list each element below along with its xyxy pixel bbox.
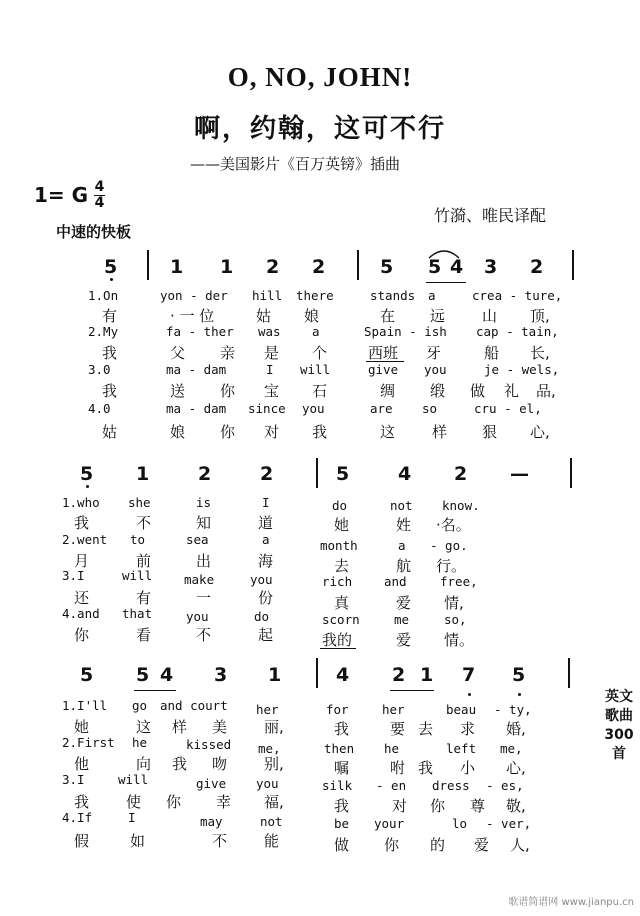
lyric-cn: 远: [430, 307, 446, 325]
lyric-word: 4.and: [62, 606, 100, 621]
lyric-cn: 前: [136, 552, 152, 570]
lyric-word: sea: [186, 532, 209, 547]
beam-underline: [134, 690, 176, 691]
lyric-cn: 你: [220, 423, 236, 441]
lyric-word: 1.I'll: [62, 698, 108, 713]
lyric-word: I: [128, 810, 136, 825]
lyric-word: a: [398, 538, 406, 553]
lyric-word: that: [122, 606, 153, 621]
note: 5: [512, 664, 526, 686]
lyric-cn: 不: [136, 514, 152, 532]
lyric-word: give: [368, 362, 399, 377]
note: 5: [80, 664, 94, 686]
lyric-word: 3.0: [88, 362, 111, 377]
lyric-cn: 娘: [170, 423, 186, 441]
lyric-word: me,: [500, 741, 523, 756]
beam-underline: [426, 282, 466, 283]
lyric-word: ma - dam: [166, 362, 227, 377]
lyric-cn: 嘱: [334, 759, 350, 777]
note: 5: [104, 256, 118, 278]
lyric-word: - ver,: [486, 816, 532, 831]
lyric-word: - ty,: [494, 702, 532, 717]
lyric-cn: 福,: [264, 793, 284, 811]
lyric-word: for: [326, 702, 349, 717]
lyric-cn: 样: [432, 423, 448, 441]
lyric-cn: 我: [418, 759, 434, 777]
note: 2: [530, 256, 544, 278]
lyric-word: her: [256, 702, 279, 717]
lyric-cn: 在: [380, 307, 396, 325]
lyric-cn: 你: [220, 382, 236, 400]
note: 4: [450, 256, 464, 278]
note: 3: [214, 664, 228, 686]
lyric-word: stands: [370, 288, 416, 303]
slur: [428, 247, 460, 259]
lyric-cn: 我: [102, 344, 118, 362]
lyric-cn: 姑: [102, 423, 118, 441]
lyric-word: so: [422, 401, 438, 416]
lyric-cn: 品,: [536, 382, 556, 400]
lyric-word: will: [118, 772, 149, 787]
lyric-cn: 情。: [444, 631, 475, 649]
watermark: 歌谱简谱网 www.jianpu.cn: [508, 897, 634, 908]
lyric-cn: 做: [334, 836, 350, 854]
tempo-marking: 中速的快板: [56, 223, 132, 241]
lyric-cn: 姑: [256, 307, 272, 325]
lyric-word: know.: [442, 498, 480, 513]
lyric-word: rich: [322, 574, 353, 589]
lyric-word: dress: [432, 778, 470, 793]
lyric-word: hill: [252, 288, 283, 303]
lyric-cn: 你: [384, 836, 400, 854]
lyric-cn: 我: [74, 514, 90, 532]
lyric-cn: 做: [470, 382, 486, 400]
film-note: ——美国影片《百万英镑》插曲: [190, 155, 401, 173]
time-signature-bottom: 4: [94, 195, 105, 211]
lyric-cn: 她: [74, 718, 90, 736]
lyric-cn: 使: [126, 793, 142, 811]
song-title-chinese: 啊，约翰，这可不行: [193, 114, 446, 144]
beam-underline: [390, 690, 434, 691]
lyric-word: you: [250, 572, 273, 587]
lyric-word: go: [132, 698, 148, 713]
lyric-cn: 丽,: [264, 718, 284, 736]
barline: [316, 458, 318, 488]
note: 5: [428, 256, 442, 278]
lyric-cn: 个: [312, 344, 328, 362]
lyric-word: a: [428, 288, 436, 303]
lyric-word: so,: [444, 612, 467, 627]
lyric-word: you: [302, 401, 325, 416]
lyric-cn: 这: [380, 423, 396, 441]
barline: [147, 250, 149, 280]
note: 2: [198, 463, 212, 485]
lyric-word: lo: [452, 816, 468, 831]
lyric-word: I: [266, 362, 274, 377]
lyric-word: Spain - ish: [364, 324, 447, 339]
lyric-cn: 美: [212, 718, 228, 736]
lyric-cn: 西班: [368, 344, 399, 362]
lyric-word: beau: [446, 702, 477, 717]
lyric-word: 1.On: [88, 288, 119, 303]
lyric-cn: 亲: [220, 344, 236, 362]
lyric-cn: 船: [484, 344, 500, 362]
lyric-word: 2.First: [62, 735, 115, 750]
lyric-word: and court: [160, 698, 228, 713]
lyric-word: you: [186, 609, 209, 624]
lyric-word: 2.My: [88, 324, 119, 339]
lyric-cn: 行。: [436, 557, 467, 575]
lyric-cn: 出: [196, 552, 212, 570]
lyric-word: a: [262, 532, 270, 547]
lyric-cn: 对: [264, 423, 280, 441]
lyric-word: 4.If: [62, 810, 93, 825]
note: 5: [380, 256, 394, 278]
lyric-word: since: [248, 401, 286, 416]
lyric-word: je - wels,: [484, 362, 560, 377]
lyric-cn: 月: [74, 552, 90, 570]
note: 4: [160, 664, 174, 686]
lyric-word: 2.went: [62, 532, 108, 547]
lyric-cn: 的: [430, 836, 446, 854]
note: 1: [420, 664, 434, 686]
lyric-word: you: [424, 362, 447, 377]
barline: [570, 458, 572, 488]
time-signature-top: 4: [94, 179, 105, 195]
lyric-cn: 还: [74, 589, 90, 607]
lyric-word: are: [370, 401, 393, 416]
lyric-cn: 是: [264, 344, 280, 362]
note: 5: [136, 664, 150, 686]
lyric-cn: ·名。: [436, 516, 471, 534]
note: 5: [80, 463, 94, 485]
lyric-word: will: [122, 568, 153, 583]
lyric-cn: 看: [136, 626, 152, 644]
lyric-word: yon - der: [160, 288, 228, 303]
song-title: O, NO, JOHN!: [227, 62, 413, 92]
lyric-cn: 要: [390, 720, 406, 738]
lyric-cn: 我: [172, 755, 188, 773]
note: 3: [484, 256, 498, 278]
lyric-cn: 牙: [426, 344, 442, 362]
lyric-underline: [320, 648, 356, 649]
lyric-cn: 对: [392, 797, 408, 815]
translator-credit: 竹漪、唯民译配: [434, 206, 547, 225]
lyric-cn: 山: [482, 307, 498, 325]
lyric-word: do: [254, 609, 270, 624]
lyric-word: your: [374, 816, 405, 831]
lyric-cn: 海: [258, 552, 274, 570]
book-side-label: 英文歌曲300首: [604, 689, 634, 762]
lyric-cn: 如: [130, 832, 146, 850]
lyric-word: will: [300, 362, 331, 377]
lyric-word: is: [196, 495, 212, 510]
lyric-cn: 不: [196, 626, 212, 644]
lyric-word: then: [324, 741, 355, 756]
lyric-word: ma - dam: [166, 401, 227, 416]
lyric-cn: 缎: [430, 382, 446, 400]
note: 2: [454, 463, 468, 485]
lyric-cn: 我的: [322, 631, 353, 649]
lyric-word: me,: [258, 741, 281, 756]
barline: [568, 658, 570, 688]
lyric-cn: 去: [334, 557, 350, 575]
note: 2: [266, 256, 280, 278]
lyric-word: she: [128, 495, 151, 510]
lyric-cn: 幸: [216, 793, 232, 811]
lyric-cn: 你: [166, 793, 182, 811]
lyric-word: me: [394, 612, 410, 627]
note: 2: [312, 256, 326, 278]
lyric-cn: 咐: [390, 759, 406, 777]
barline: [316, 658, 318, 688]
lyric-cn: 婚,: [506, 720, 526, 738]
lyric-word: scorn: [322, 612, 360, 627]
lyric-word: 1.who: [62, 495, 100, 510]
lyric-word: fa - ther: [166, 324, 234, 339]
note: 4: [398, 463, 412, 485]
note: —: [510, 463, 529, 485]
lyric-cn: 我: [334, 720, 350, 738]
lyric-cn: 情,: [444, 594, 464, 612]
lyric-cn: 假: [74, 832, 90, 850]
lyric-word: 3.I: [62, 772, 85, 787]
lyric-word: her: [382, 702, 405, 717]
lyric-cn: 我: [102, 382, 118, 400]
lyric-word: I: [262, 495, 270, 510]
lyric-word: you: [256, 776, 279, 791]
octave-dot-low: [110, 278, 113, 281]
lyric-cn: 长,: [530, 344, 550, 362]
lyric-cn: 娘: [304, 307, 320, 325]
lyric-word: 3.I: [62, 568, 85, 583]
lyric-word: kissed: [186, 737, 232, 752]
lyric-cn: 父: [170, 344, 186, 362]
note: 1: [170, 256, 184, 278]
lyric-cn: 去: [418, 720, 434, 738]
lyric-cn: 一: [196, 589, 212, 607]
octave-dot-low: [86, 485, 89, 488]
lyric-word: crea - ture,: [472, 288, 563, 303]
lyric-cn: 姓: [396, 516, 412, 534]
lyric-word: make: [184, 572, 215, 587]
lyric-cn: 我: [74, 793, 90, 811]
lyric-cn: 顶,: [530, 307, 550, 325]
lyric-word: was: [258, 324, 281, 339]
lyric-cn: 知: [196, 514, 212, 532]
lyric-word: to: [130, 532, 146, 547]
lyric-cn: 心,: [506, 759, 526, 777]
lyric-word: - en: [376, 778, 407, 793]
lyric-cn: 样: [172, 718, 188, 736]
lyric-word: a: [312, 324, 320, 339]
barline: [572, 250, 574, 280]
lyric-word: give: [196, 776, 227, 791]
note: 1: [136, 463, 150, 485]
lyric-cn: 绸: [380, 382, 396, 400]
lyric-cn: 礼: [504, 382, 520, 400]
lyric-cn: 别,: [264, 755, 284, 773]
lyric-word: 4.0: [88, 401, 111, 416]
lyric-word: he: [384, 741, 400, 756]
lyric-cn: 我: [312, 423, 328, 441]
note: 2: [260, 463, 274, 485]
lyric-cn: · 一 位: [170, 307, 215, 325]
lyric-cn: 你: [74, 626, 90, 644]
lyric-cn: 他: [74, 755, 90, 773]
lyric-word: silk: [322, 778, 353, 793]
octave-dot-low: [468, 693, 471, 696]
lyric-cn: 起: [258, 626, 274, 644]
lyric-cn: 人,: [510, 836, 530, 854]
lyric-cn: 真: [334, 594, 350, 612]
lyric-cn: 我: [334, 797, 350, 815]
lyric-word: there: [296, 288, 334, 303]
lyric-cn: 送: [170, 382, 186, 400]
note: 7: [462, 664, 476, 686]
lyric-cn: 这: [136, 718, 152, 736]
lyric-word: not: [390, 498, 413, 513]
lyric-cn: 份: [258, 589, 274, 607]
lyric-cn: 吻: [212, 755, 228, 773]
lyric-cn: 有: [102, 307, 118, 325]
lyric-word: be: [334, 816, 350, 831]
lyric-cn: 不: [212, 832, 228, 850]
lyric-cn: 爱: [474, 836, 490, 854]
lyric-word: cru - el,: [474, 401, 542, 416]
lyric-cn: 宝: [264, 382, 280, 400]
lyric-cn: 石: [312, 382, 328, 400]
lyric-cn: 敬,: [506, 797, 526, 815]
note: 1: [220, 256, 234, 278]
lyric-word: not: [260, 814, 283, 829]
barline: [357, 250, 359, 280]
lyric-cn: 尊: [470, 797, 486, 815]
lyric-cn: 向: [136, 755, 152, 773]
lyric-cn: 道: [258, 514, 274, 532]
lyric-cn: 航: [396, 557, 412, 575]
lyric-cn: 爱: [396, 594, 412, 612]
lyric-cn: 狠: [482, 423, 498, 441]
lyric-cn: 能: [264, 832, 280, 850]
lyric-word: cap - tain,: [476, 324, 559, 339]
key-signature: 1= G: [34, 183, 89, 207]
lyric-word: - go.: [430, 538, 468, 553]
lyric-word: - es,: [486, 778, 524, 793]
note: 1: [268, 664, 282, 686]
lyric-word: free,: [440, 574, 478, 589]
time-signature: [94, 180, 105, 211]
lyric-word: month: [320, 538, 358, 553]
note: 2: [392, 664, 406, 686]
note: 5: [336, 463, 350, 485]
lyric-word: left: [446, 741, 477, 756]
lyric-cn: 你: [430, 797, 446, 815]
lyric-word: do: [332, 498, 348, 513]
lyric-cn: 求: [460, 720, 476, 738]
lyric-word: he: [132, 735, 148, 750]
lyric-cn: 她: [334, 516, 350, 534]
lyric-cn: 有: [136, 589, 152, 607]
note: 4: [336, 664, 350, 686]
lyric-word: may: [200, 814, 223, 829]
octave-dot-low: [518, 693, 521, 696]
lyric-word: and: [384, 574, 407, 589]
lyric-cn: 爱: [396, 631, 412, 649]
lyric-cn: 小: [460, 759, 476, 777]
lyric-cn: 心,: [530, 423, 550, 441]
